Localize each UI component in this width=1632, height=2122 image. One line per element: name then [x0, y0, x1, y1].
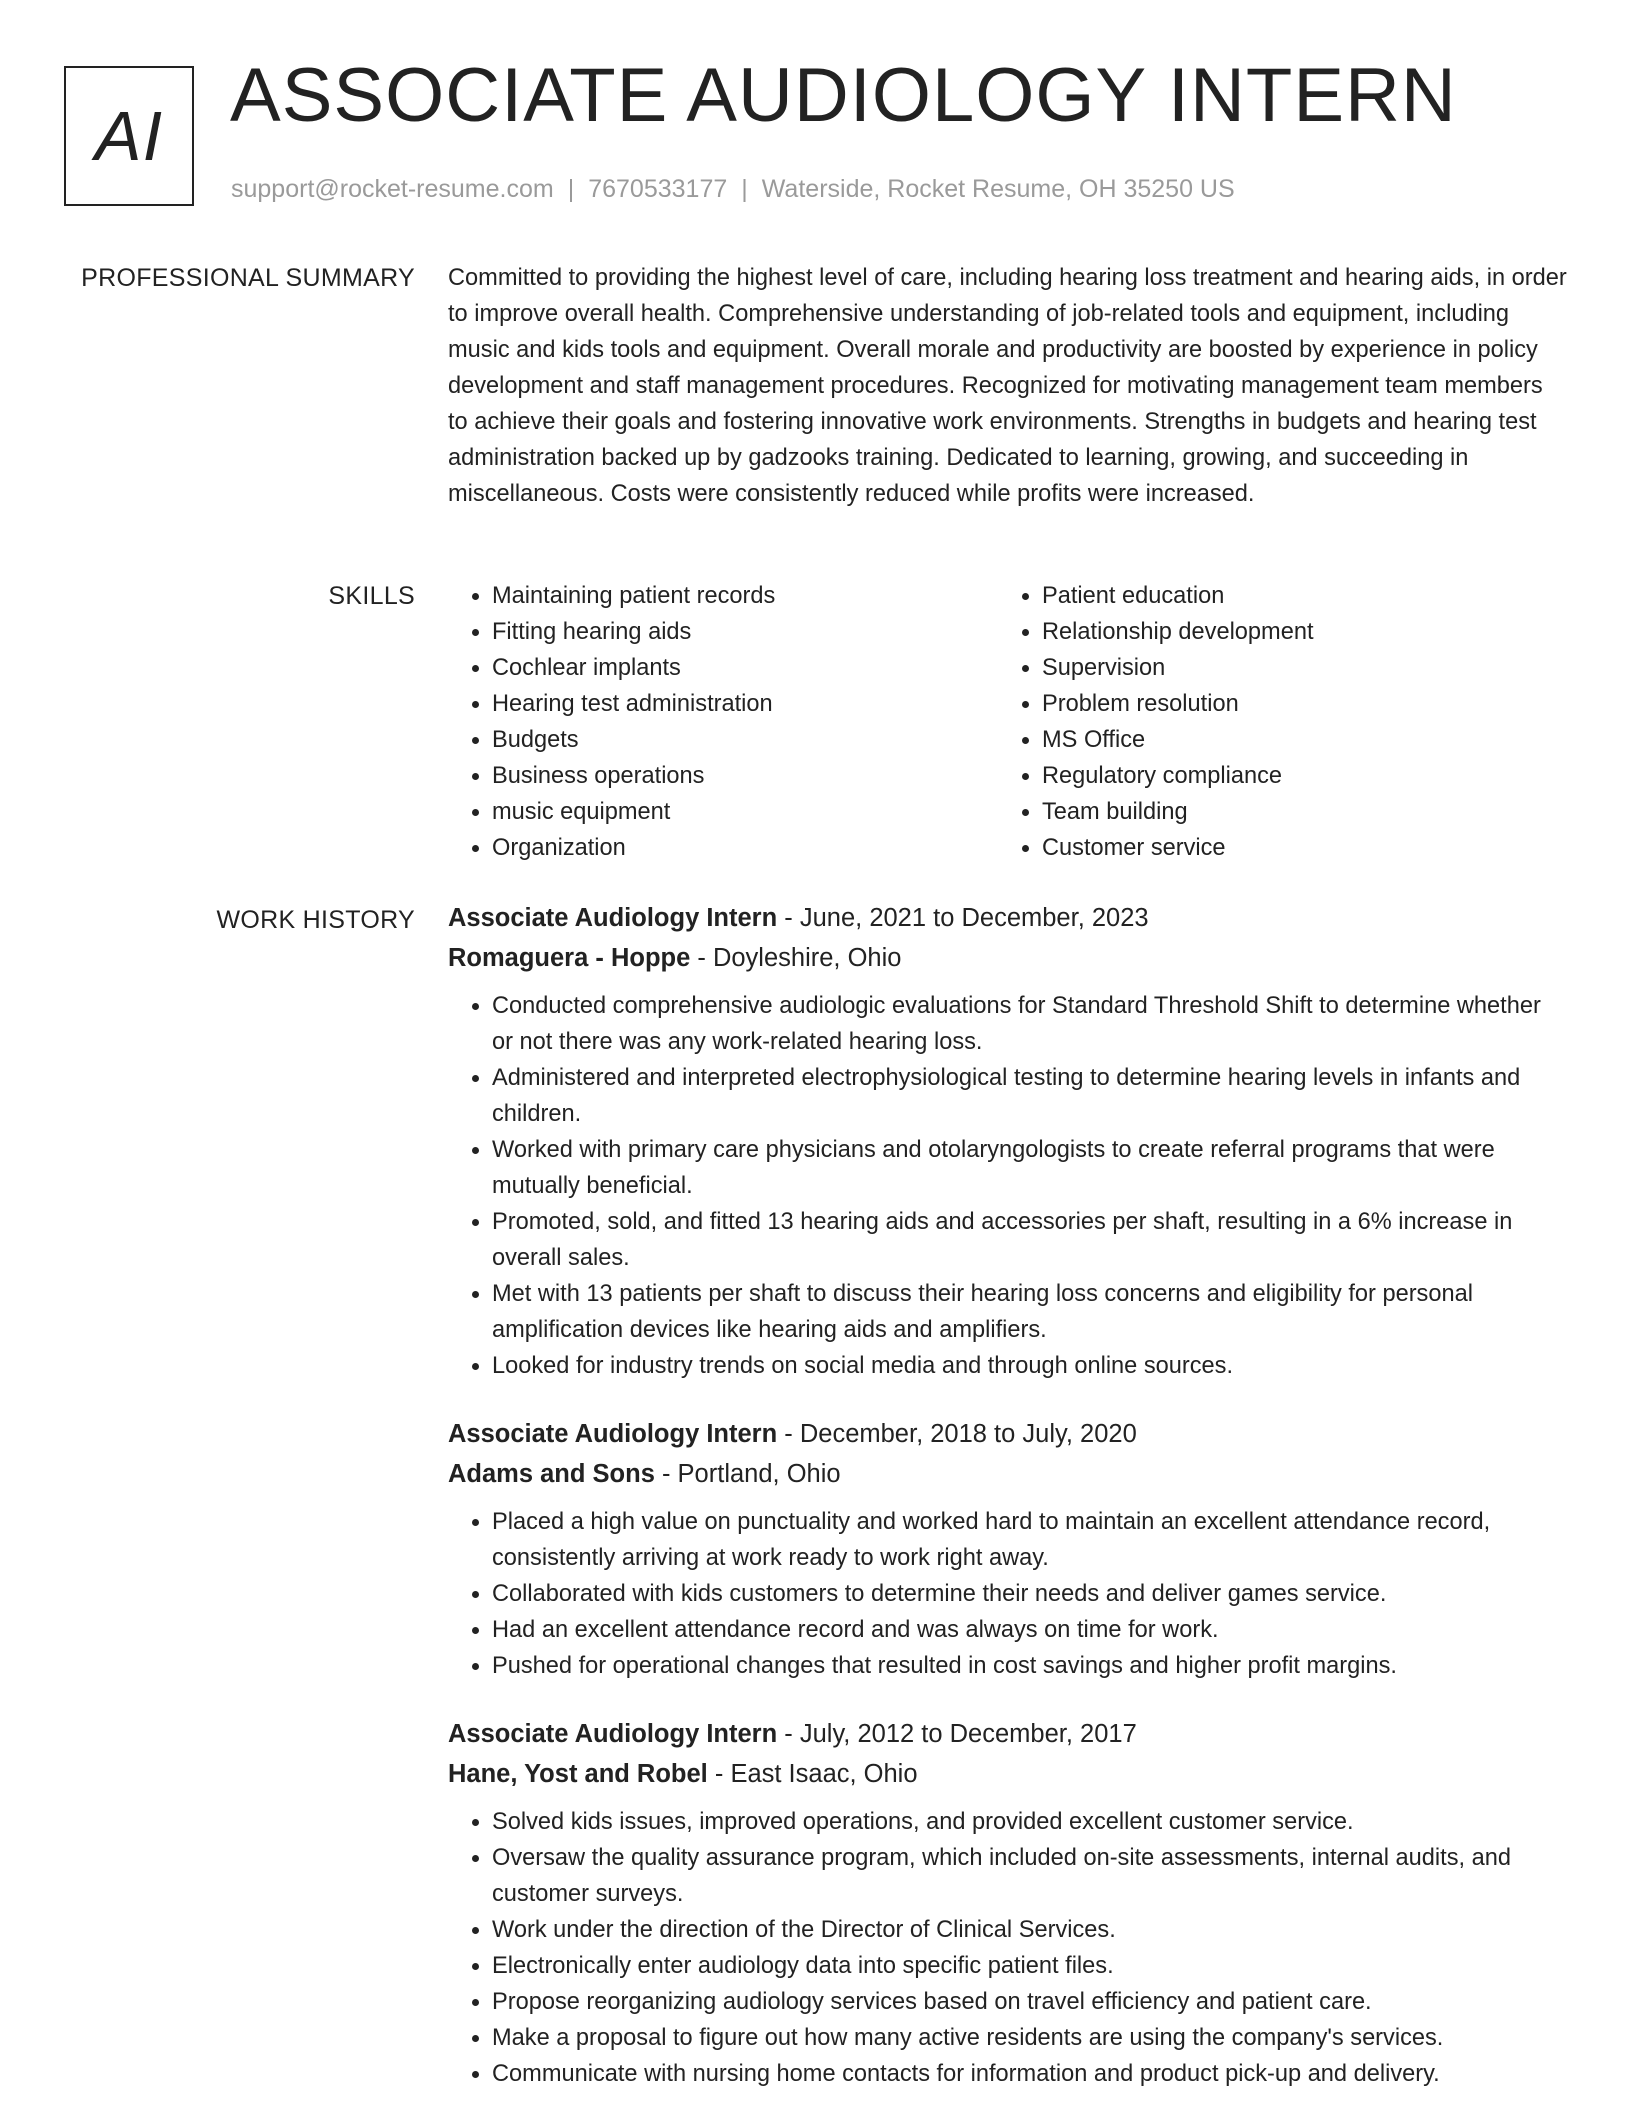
contact-separator: |: [741, 175, 748, 203]
work-history-body: [448, 898, 1568, 2122]
job-title: Associate Audiology Intern: [448, 1720, 778, 1748]
skills-column-right: [998, 578, 1562, 866]
monogram-badge: [64, 66, 194, 206]
job-bullet: • Propose reorganizing audiology services based on travel efficiency and patient care.: [492, 1984, 1568, 2020]
job-location: - East Isaac, Ohio: [707, 1760, 918, 1788]
job-bullet: • Promoted, sold, and fitted 13 hearing aids and accessories per shaft, resulting in a 6% increase in overall sales.: [492, 1204, 1568, 1276]
skill-item: • music equipment: [492, 794, 998, 830]
job-entry: [448, 1714, 1568, 2092]
job-bullet: • Oversaw the quality assurance program, which included on-site assessments, internal audits, and customer surveys.: [492, 1840, 1568, 1912]
job-company: Adams and Sons: [448, 1460, 655, 1488]
monogram-initials: AI: [94, 97, 164, 175]
job-entry: [448, 898, 1568, 1384]
job-bullets: [448, 988, 1568, 1384]
job-bullet: • Conducted comprehensive audiologic evaluations for Standard Threshold Shift to determine whether or not there was any work-related hearing loss.: [492, 988, 1568, 1060]
job-bullet: • Met with 13 patients per shaft to discuss their hearing loss concerns and eligibility for personal amplification devices like hearing aids and amplifiers.: [492, 1276, 1568, 1348]
job-title-line: [448, 1714, 1568, 1754]
job-bullet: • Make a proposal to figure out how many active residents are using the company's services.: [492, 2020, 1568, 2056]
skill-item: • Customer service: [1042, 830, 1562, 866]
resume-title: ASSOCIATE AUDIOLOGY INTERN: [230, 53, 1457, 138]
skill-item: • Budgets: [492, 722, 998, 758]
job-bullet: • Electronically enter audiology data into specific patient files.: [492, 1948, 1568, 1984]
job-bullet: • Pushed for operational changes that resulted in cost savings and higher profit margins.: [492, 1648, 1568, 1684]
skill-item: • Organization: [492, 830, 998, 866]
skill-item: • Relationship development: [1042, 614, 1562, 650]
section-heading: PROFESSIONAL SUMMARY: [81, 264, 415, 292]
job-bullet: • Looked for industry trends on social media and through online sources.: [492, 1348, 1568, 1384]
job-company-line: [448, 938, 1568, 978]
job-dates: - June, 2021 to December, 2023: [777, 904, 1149, 932]
job-bullet: • Solved kids issues, improved operations, and provided excellent customer service.: [492, 1804, 1568, 1840]
summary-text: Committed to providing the highest level of care, including hearing loss treatment and hearing aids, in order to improve overall health. Comprehensive understanding of job-related tools and equipment, including music and kids tools and equipment. Overall morale and productivity are boosted by experience in policy development and staff management procedures. Recognized for motivating management team members to achieve their goals and fostering innovative work environments. Strengths in budgets and hearing test administration backed up by gadzooks training. Dedicated to learning, growing, and succeeding in miscellaneous. Costs were consistently reduced while profits were increased.: [448, 265, 1567, 507]
skill-item: • Problem resolution: [1042, 686, 1562, 722]
job-bullet: • Work under the direction of the Director of Clinical Services.: [492, 1912, 1568, 1948]
skill-item: • Regulatory compliance: [1042, 758, 1562, 794]
skill-item: • Patient education: [1042, 578, 1562, 614]
job-bullet: • Communicate with nursing home contacts for information and product pick-up and delivery.: [492, 2056, 1568, 2092]
summary-body: [448, 260, 1568, 512]
job-bullet: • Had an excellent attendance record and was always on time for work.: [492, 1612, 1568, 1648]
job-company-line: [448, 1454, 1568, 1494]
job-dates: - July, 2012 to December, 2017: [777, 1720, 1137, 1748]
skill-item: • Fitting hearing aids: [492, 614, 998, 650]
job-dates: - December, 2018 to July, 2020: [777, 1420, 1137, 1448]
job-bullets: [448, 1504, 1568, 1684]
contact-separator: |: [567, 175, 575, 203]
job-bullet: • Collaborated with kids customers to determine their needs and deliver games service.: [492, 1576, 1568, 1612]
job-company-line: [448, 1754, 1568, 1794]
skill-item: • Hearing test administration: [492, 686, 998, 722]
job-title: Associate Audiology Intern: [448, 904, 778, 932]
job-location: - Doyleshire, Ohio: [690, 944, 902, 972]
contact-address: Waterside, Rocket Resume, OH 35250 US: [761, 175, 1235, 203]
job-company: Hane, Yost and Robel: [448, 1760, 708, 1788]
skill-item: • Maintaining patient records: [492, 578, 998, 614]
job-title-line: [448, 898, 1568, 938]
job-bullets: [448, 1804, 1568, 2092]
job-bullet: • Worked with primary care physicians and otolaryngologists to create referral programs that were mutually beneficial.: [492, 1132, 1568, 1204]
job-location: - Portland, Ohio: [654, 1460, 841, 1488]
skills-column-left: [448, 578, 998, 866]
skill-item: • MS Office: [1042, 722, 1562, 758]
job-title: Associate Audiology Intern: [448, 1420, 778, 1448]
skill-item: • Team building: [1042, 794, 1562, 830]
job-entry: [448, 1414, 1568, 1684]
section-heading: SKILLS: [328, 582, 415, 610]
skill-item: • Supervision: [1042, 650, 1562, 686]
contact-line: [231, 175, 1235, 204]
contact-phone[interactable]: 7670533177: [588, 175, 728, 203]
job-title-line: [448, 1414, 1568, 1454]
job-bullet: • Placed a high value on punctuality and worked hard to maintain an excellent attendance record, consistently arriving at work ready to work right away.: [492, 1504, 1568, 1576]
job-bullet: • Administered and interpreted electrophysiological testing to determine hearing levels in infants and children.: [492, 1060, 1568, 1132]
section-heading: WORK HISTORY: [216, 906, 415, 934]
skills-list: [448, 578, 1568, 866]
skill-item: • Business operations: [492, 758, 998, 794]
job-company: Romaguera - Hoppe: [448, 944, 691, 972]
skill-item: • Cochlear implants: [492, 650, 998, 686]
contact-email[interactable]: support@rocket-resume.com: [231, 175, 554, 203]
